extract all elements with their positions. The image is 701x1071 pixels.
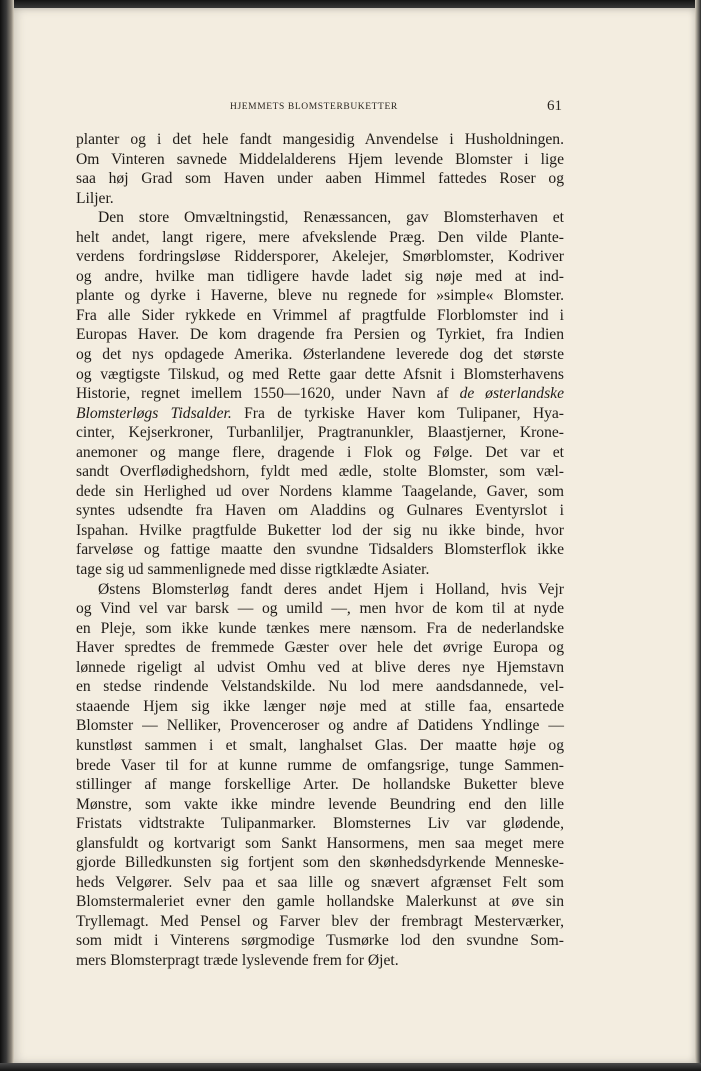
text-line: Ispahan. Hvilke pragtfulde Buketter lod der sig nu ikke binde, hvor [76,521,564,539]
italic-span: de østerlandske [459,385,564,403]
italic-span: Blomsterløgs Tidsalder. [76,404,232,422]
text-line: saa høj Grad som Haven under aaben Himmel fattedes Roser og [76,170,564,188]
text-line: planter og i det hele fandt mangesidig Anvendelse i Husholdningen. [76,131,564,148]
text-line-with-italic [76,404,564,424]
text-line: Europas Haver. De kom dragende fra Persien og Tyrkiet, fra Indien [76,326,564,344]
text-line: stillinger af mange forskellige Arter. De hollandske Buketter bleve [76,776,564,794]
text-line: glansfuldt og kortvarigt som Sankt Hansormens, men saa meget mere [76,834,564,852]
text-line: kunstløst sammen i et smalt, langhalset Glas. Der maatte høje og [76,736,564,754]
text-line: Mønstre, som vakte ikke mindre levende Beundring end den lille [76,795,564,813]
bottom-edge [0,1063,701,1071]
text-line: anemoner og mange flere, dragende i Flok og Følge. Det var et [76,443,564,461]
text-line: staaende Hjem sig ikke længer nøje med at stille faa, ensartede [76,697,564,715]
text-line: Østens Blomsterløg fandt deres andet Hjem i Holland, hvis Vejr [98,580,564,598]
text-line: plante og dyrke i Haverne, bleve nu regnede for »simple« Blomster. [76,287,564,305]
text-line: Liljer. [76,189,114,207]
text-line: gjorde Billedkunsten sig fortjent som den skønhedsdyrkende Menneske- [76,854,564,872]
text-line: helt andet, langt rigere, mere afvekslende Præg. Den vilde Plante- [76,228,564,246]
text-line: som midt i Vinterens sørgmodige Tusmørke lod den svundne Som- [76,932,564,950]
text-line: en Pleje, som ikke kunde tænkes mere nænsom. Fra de nederlandske [76,619,564,637]
text-line: Om Vinteren savnede Middelalderens Hjem levende Blomster i lige [76,150,564,168]
text-line: syntes udsendte fra Haven om Aladdins og Gulnares Eventyrslot i [76,502,564,520]
text-line: Haver spredtes de fremmede Gæster over hele det øvrige Europa og [76,639,564,657]
text-line: tage sig ud sammenlignede med disse rigtklædte Asiater. [76,561,430,579]
text-line: og andre, hvilke man tidligere havde ladet sig nøje med at ind- [76,267,564,285]
text-line: Blomster — Nelliker, Provenceroser og andre af Datidens Yndlinge — [76,717,564,735]
body-text [76,130,564,971]
text-line: Fra alle Sider rykkede en Vrimmel af pragtfulde Florblomster ind i [76,306,564,324]
text-line: Tryllemagt. Med Pensel og Farver blev der frembragt Mesterværker, [76,912,564,930]
text-line: Fristats vidtstrakte Tulipanmarker. Blomsternes Liv var glødende, [76,815,564,833]
text-line: og vægtigste Tilskud, og med Rette gaar dette Afsnit i Blomsterhavens [76,365,564,383]
text-span: Fra de tyrkiske Haver kom Tulipaner, Hya- [231,404,564,422]
page-number: 61 [547,98,562,114]
text-line: en stedse rindende Velstandskilde. Nu lod mere aandsdannede, vel- [76,678,564,696]
text-line: Den store Omvæltningstid, Renæssancen, gav Blomsterhaven et [98,209,564,227]
book-spine [0,0,14,1071]
text-line: cinter, Kejserkroner, Turbanliljer, Pragtranunkler, Blaastjerner, Krone- [76,424,564,442]
running-head: HJEMMETS BLOMSTERBUKETTER [230,102,398,112]
text-line: brede Vaser til for at kunne rumme de omfangsrige, tunge Sammen- [76,756,564,774]
text-line-with-italic [76,384,564,404]
text-line: dede sin Herlighed ud over Nordens klamme Taagelande, Gaver, som [76,482,564,500]
text-line: og det nys opdagede Amerika. Østerlandene leverede dog det største [76,346,564,364]
text-line: mers Blomsterpragt træde lyslevende frem for Øjet. [76,951,399,969]
text-line: sandt Overflødighedshorn, fyldt med ædle, stolte Blomster, som væl- [76,463,564,481]
text-line: og Vind vel var barsk — og umild —, men hvor de kom til at nyde [76,600,564,618]
text-span: Historie, regnet imellem 1550—1620, under Navn af [76,385,460,403]
text-line: farveløse og fattige maatte den svundne Tidsalders Blomsterflok ikke [76,541,564,559]
text-line: heds Velgører. Selv paa et saa lille og snævert afgrænset Felt som [76,873,564,891]
text-line: verdens fordringsløse Riddersporer, Akelejer, Smørblomster, Kodriver [76,248,564,266]
text-line: Blomstermaleriet evner den gamle hollandske Malerkunst at øve sin [76,893,564,911]
page-right-edge [695,0,701,1071]
text-line: lønnede rigeligt al udvist Omhu ved at blive deres nye Hjemstavn [76,658,564,676]
